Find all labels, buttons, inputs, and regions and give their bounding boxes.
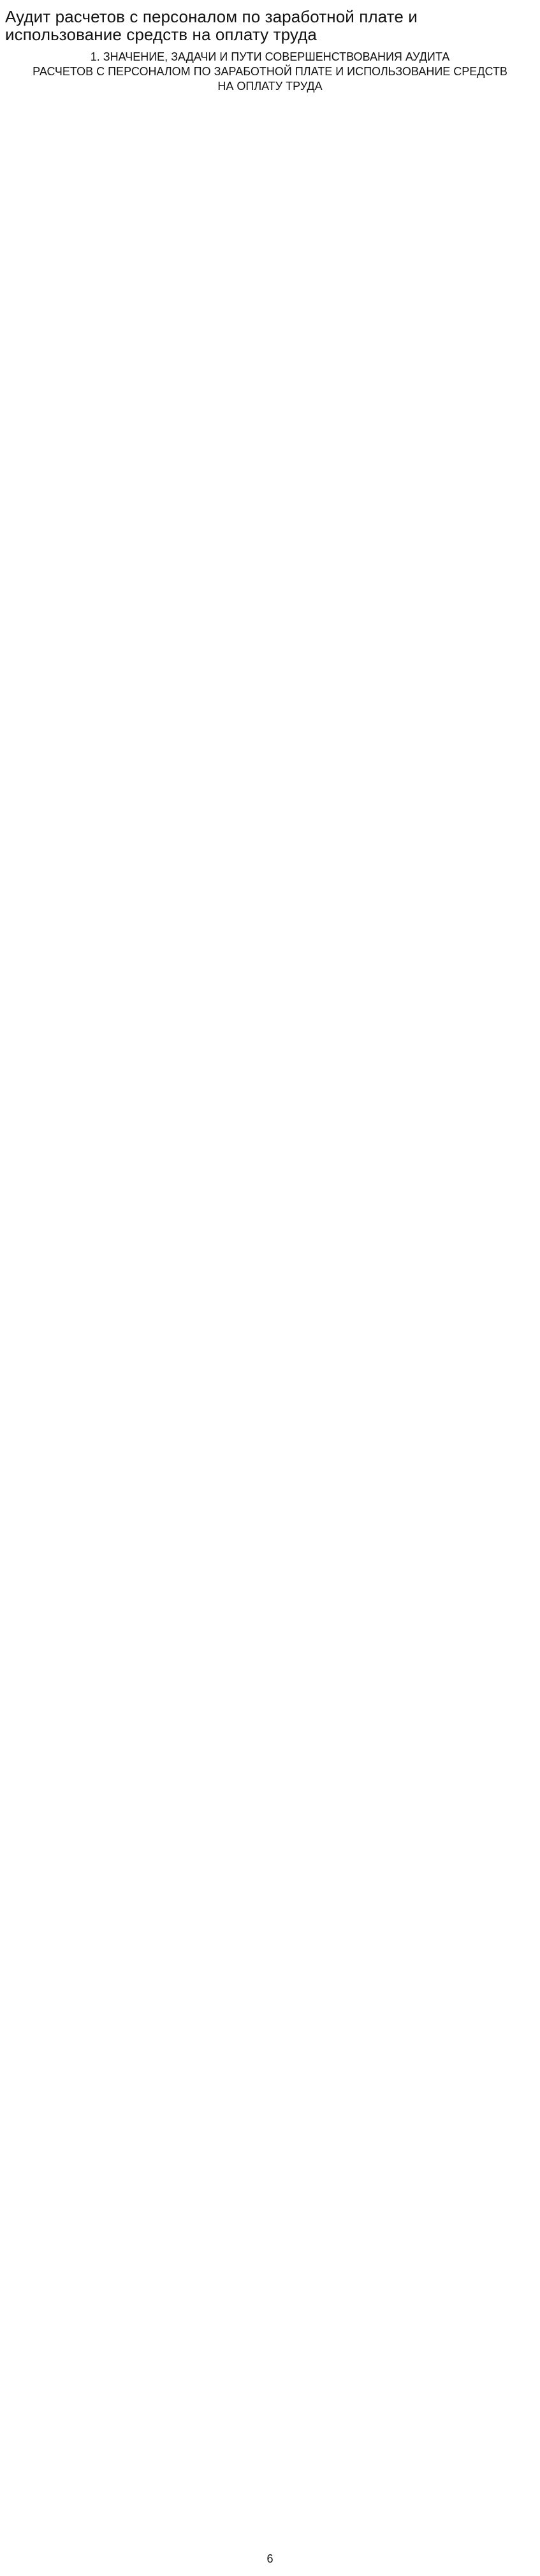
page-number: 6 bbox=[266, 2552, 274, 2565]
document-title: Аудит расчетов с персоналом по заработной плате и использование средств на оплату труда bbox=[5, 7, 418, 45]
document-body bbox=[5, 131, 535, 2531]
section-heading: 1. ЗНАЧЕНИЕ, ЗАДАЧИ И ПУТИ СОВЕРШЕНСТВОВАНИЯ АУДИТА РАСЧЕТОВ С ПЕРСОНАЛОМ ПО ЗАРАБОТНОЙ ПЛАТЕ И ИСПОЛЬЗОВАНИЕ СРЕДСТВ НА ОПЛАТУ ТРУДА bbox=[33, 50, 507, 93]
